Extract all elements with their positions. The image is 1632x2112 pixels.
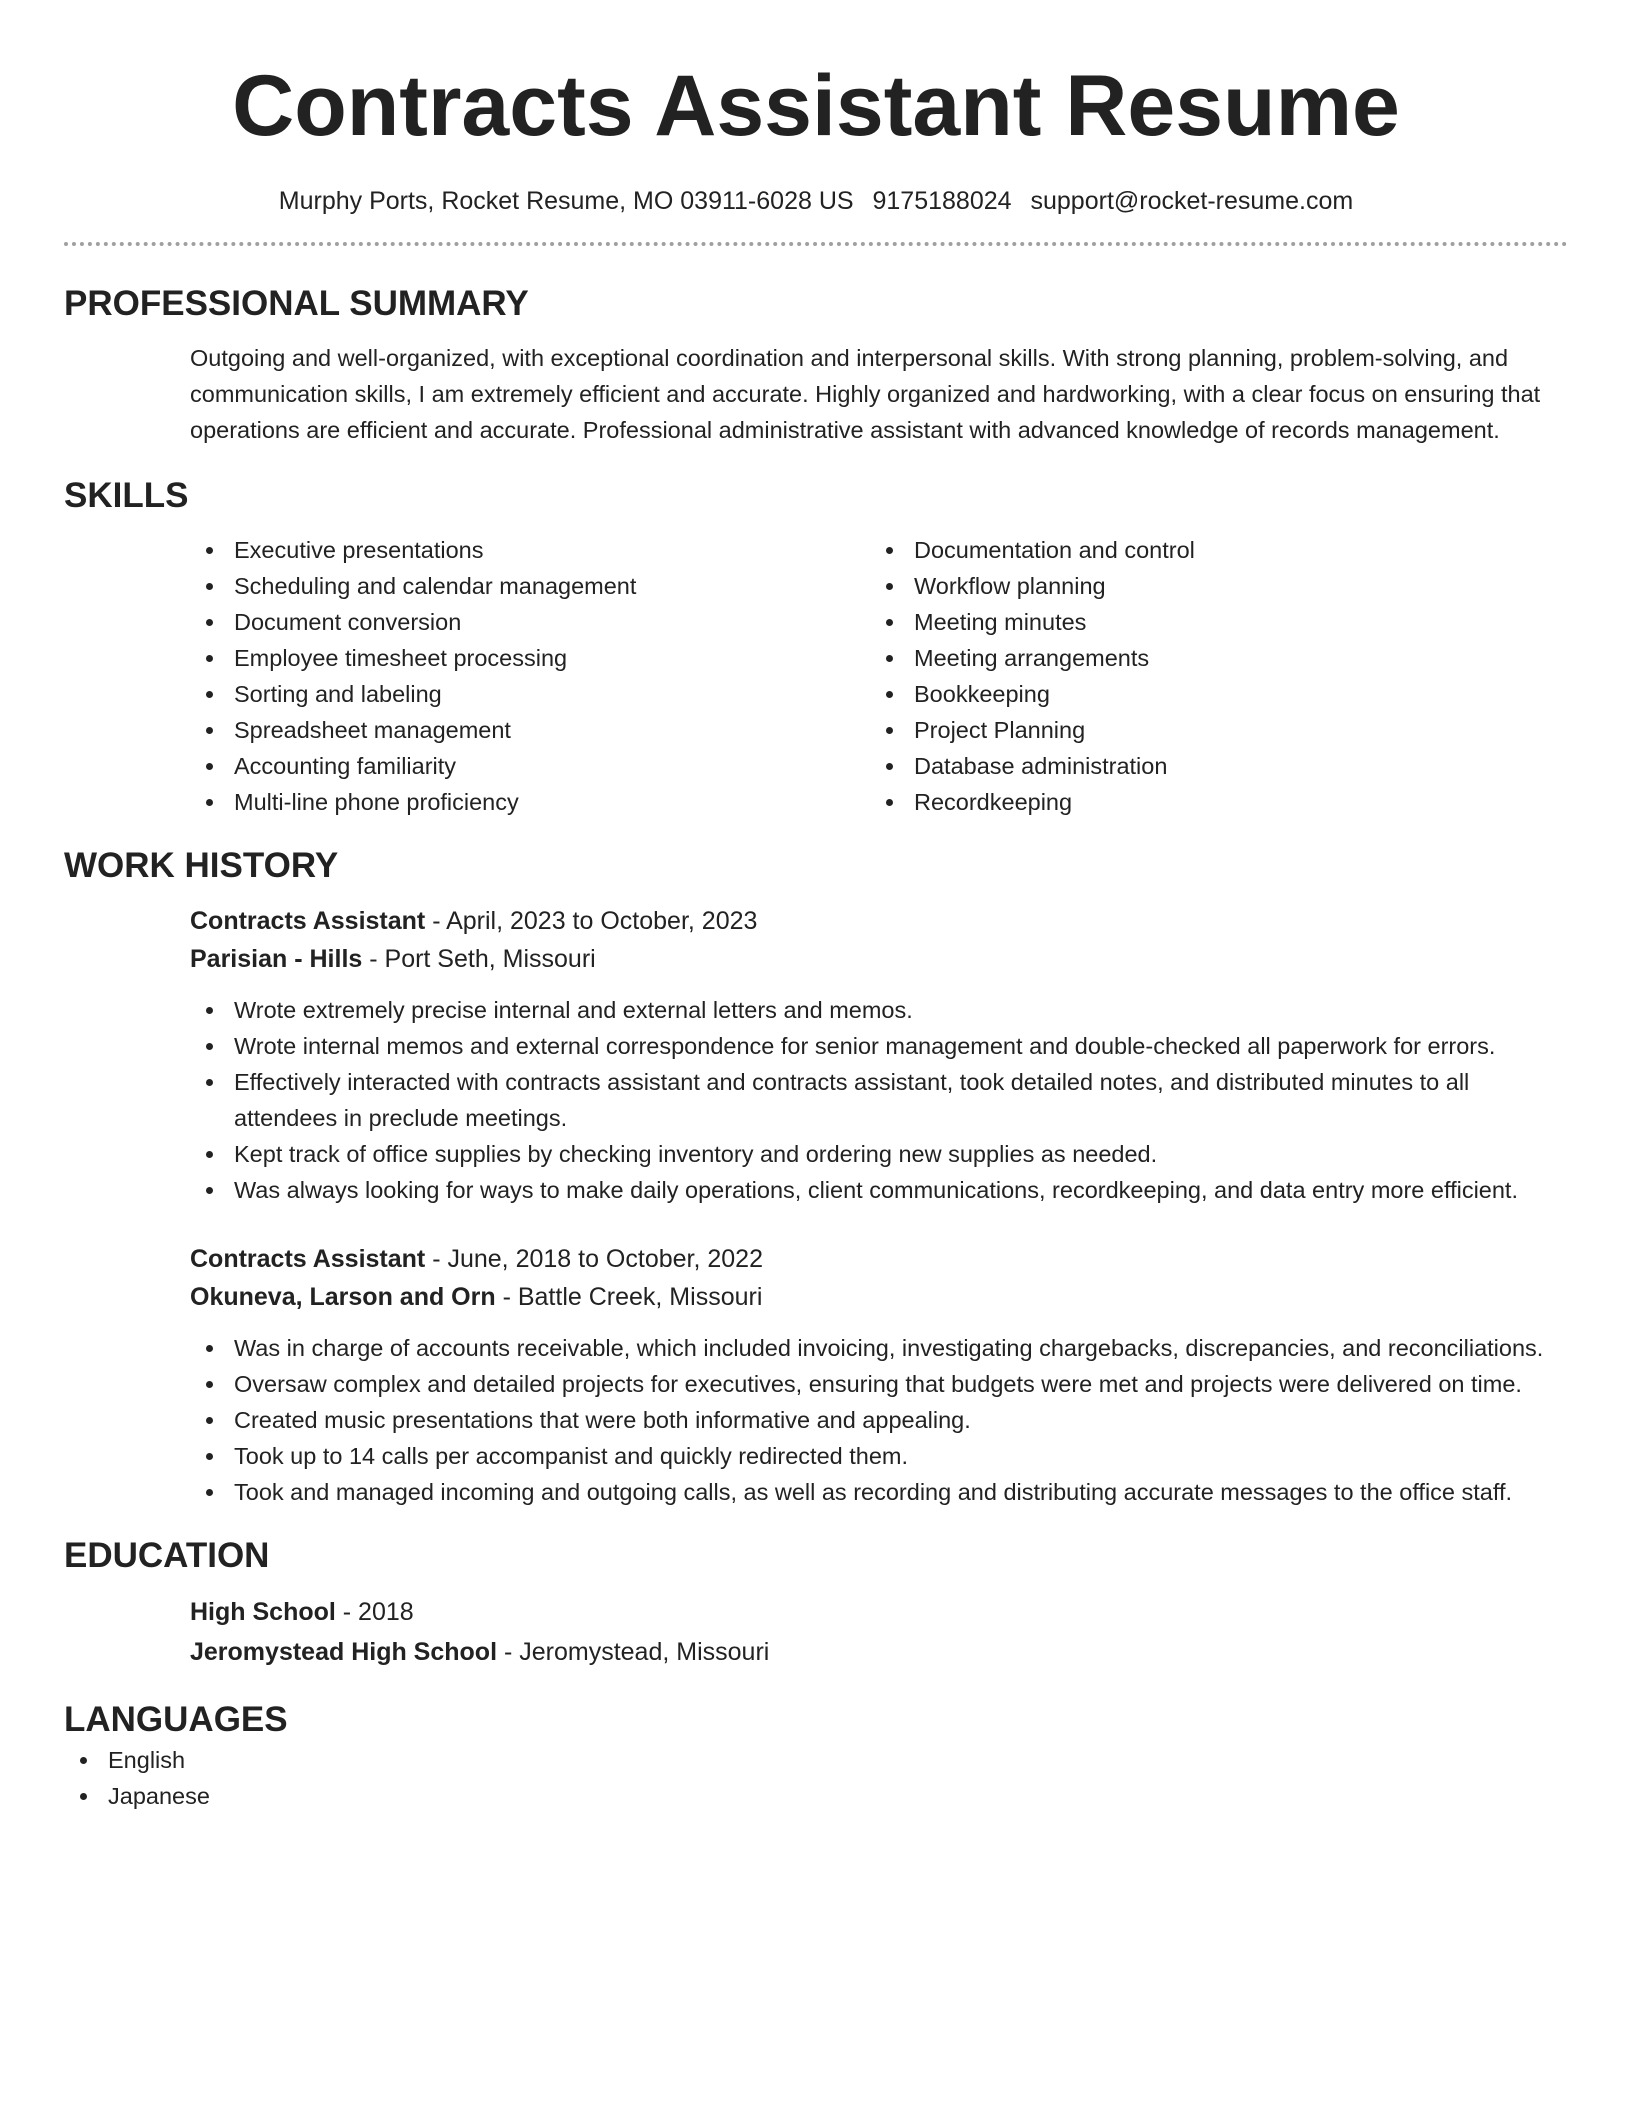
- work-history-heading: WORK HISTORY: [64, 846, 339, 885]
- job-bullets: [190, 992, 1568, 1208]
- job-dates: - April, 2023 to October, 2023: [425, 907, 758, 935]
- header-divider: [64, 242, 1568, 246]
- education-school-line: [190, 1632, 1568, 1672]
- job-title-line: [190, 1240, 1568, 1278]
- job-location: - Battle Creek, Missouri: [495, 1283, 763, 1311]
- skill-item: Employee timesheet processing: [190, 640, 870, 676]
- contact-address: Murphy Ports, Rocket Resume, MO 03911-6028 US: [278, 187, 854, 215]
- skill-item: Meeting arrangements: [870, 640, 1550, 676]
- skill-item: Scheduling and calendar management: [190, 568, 870, 604]
- job-company-line: [190, 1278, 1568, 1316]
- job-bullet: Took and managed incoming and outgoing calls, as well as recording and distributing accurate messages to the office staff.: [190, 1474, 1568, 1510]
- skills-list-right: [870, 532, 1550, 820]
- job-bullet: Wrote extremely precise internal and external letters and memos.: [190, 992, 1568, 1028]
- job-bullet: Wrote internal memos and external correspondence for senior management and double-checked all paperwork for errors.: [190, 1028, 1568, 1064]
- resume-title: Contracts Assistant Resume: [232, 58, 1400, 154]
- education-location: - Jeromystead, Missouri: [497, 1638, 770, 1666]
- languages-heading: LANGUAGES: [64, 1700, 288, 1739]
- summary-text: Outgoing and well-organized, with exceptional coordination and interpersonal skills. With strong planning, problem-solving, and communication skills, I am extremely efficient and accurate. Highly organized and hardworking, with a clear focus on ensuring that operations are efficient and accurate. Professional administrative assistant with advanced knowledge of records management.: [190, 345, 1541, 443]
- skill-item: Multi-line phone proficiency: [190, 784, 870, 820]
- work-history-section: [64, 844, 1568, 1510]
- job-title-line: [190, 902, 1568, 940]
- education-entry: [190, 1592, 1568, 1672]
- job-bullets: [190, 1330, 1568, 1510]
- contact-email: support@rocket-resume.com: [1030, 187, 1354, 215]
- job-company: Okuneva, Larson and Orn: [190, 1283, 496, 1311]
- job-bullet: Kept track of office supplies by checking inventory and ordering new supplies as needed.: [190, 1136, 1568, 1172]
- language-item: English: [64, 1742, 1568, 1778]
- education-heading: EDUCATION: [64, 1536, 270, 1575]
- education-degree-line: [190, 1592, 1568, 1632]
- job-bullet: Was in charge of accounts receivable, which included invoicing, investigating chargebacks, discrepancies, and reconciliations.: [190, 1330, 1568, 1366]
- skill-item: Database administration: [870, 748, 1550, 784]
- skill-item: Accounting familiarity: [190, 748, 870, 784]
- job-company: Parisian - Hills: [190, 945, 363, 973]
- skill-item: Meeting minutes: [870, 604, 1550, 640]
- job-company-line: [190, 940, 1568, 978]
- job-location: - Port Seth, Missouri: [362, 945, 596, 973]
- education-year: - 2018: [335, 1598, 414, 1626]
- skill-item: Bookkeeping: [870, 676, 1550, 712]
- skill-item: Documentation and control: [870, 532, 1550, 568]
- skill-item: Recordkeeping: [870, 784, 1550, 820]
- skills-section: [64, 474, 1568, 820]
- job-bullet: Oversaw complex and detailed projects for executives, ensuring that budgets were met and projects were delivered on time.: [190, 1366, 1568, 1402]
- job-dates: - June, 2018 to October, 2022: [425, 1245, 763, 1273]
- job-bullet: Created music presentations that were both informative and appealing.: [190, 1402, 1568, 1438]
- job-bullet: Took up to 14 calls per accompanist and quickly redirected them.: [190, 1438, 1568, 1474]
- summary-heading: PROFESSIONAL SUMMARY: [64, 284, 529, 323]
- job-bullet: Effectively interacted with contracts assistant and contracts assistant, took detailed notes, and distributed minutes to all attendees in preclude meetings.: [190, 1064, 1568, 1136]
- skill-item: Project Planning: [870, 712, 1550, 748]
- education-school: Jeromystead High School: [190, 1638, 498, 1666]
- education-section: [64, 1534, 1568, 1672]
- job-entry: [190, 902, 1568, 1208]
- skill-item: Executive presentations: [190, 532, 870, 568]
- job-title: Contracts Assistant: [190, 907, 426, 935]
- contact-phone: 9175188024: [872, 187, 1012, 215]
- languages-section: [64, 1698, 1568, 1814]
- skills-grid: [190, 532, 1568, 820]
- summary-section: [64, 282, 1568, 448]
- skills-list-left: [190, 532, 870, 820]
- job-bullet: Was always looking for ways to make daily operations, client communications, recordkeeping, and data entry more efficient.: [190, 1172, 1568, 1208]
- skill-item: Sorting and labeling: [190, 676, 870, 712]
- skill-item: Spreadsheet management: [190, 712, 870, 748]
- language-item: Japanese: [64, 1778, 1568, 1814]
- job-entry: [190, 1240, 1568, 1510]
- skill-item: Workflow planning: [870, 568, 1550, 604]
- skill-item: Document conversion: [190, 604, 870, 640]
- contact-line: [64, 184, 1568, 218]
- languages-list: [64, 1742, 1568, 1814]
- education-degree: High School: [190, 1598, 336, 1626]
- skills-heading: SKILLS: [64, 476, 189, 515]
- job-title: Contracts Assistant: [190, 1245, 426, 1273]
